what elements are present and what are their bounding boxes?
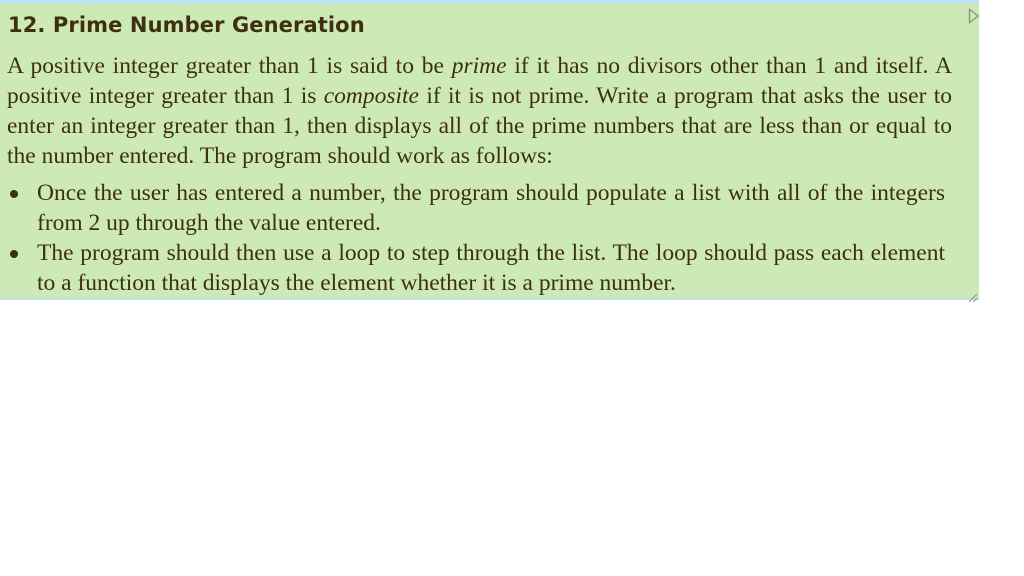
requirements-list — [0, 178, 945, 298]
intro-text-1: A positive integer greater than 1 is said to be — [7, 53, 452, 79]
bullet-icon — [10, 190, 18, 198]
exercise-heading: 12. Prime Number Generation — [8, 13, 365, 37]
intro-text-2: if it has no divisors other than 1 and itself. A positive integer greater than 1 is — [7, 53, 952, 109]
list-item-text: The program should then use a loop to step through the list. The loop should pass each element to a function that displays the element whether it is a prime number. — [37, 240, 945, 296]
flag-icon[interactable] — [968, 8, 980, 24]
bullet-icon — [10, 250, 18, 258]
list-item — [0, 238, 945, 298]
list-item — [0, 178, 945, 238]
term-composite: composite — [323, 83, 419, 109]
exercise-intro — [7, 51, 952, 171]
resize-handle-icon[interactable] — [968, 293, 978, 303]
intro-text-3: if it is not prime. Write a program that asks the user to enter an integer greater than 1, then displays all of the prime numbers that are less than or equal to the number entered. The program should work as follows: — [7, 83, 953, 169]
list-item-text: Once the user has entered a number, the program should populate a list with all of the integers from 2 up through the value entered. — [37, 180, 945, 236]
exercise-panel — [0, 0, 979, 300]
term-prime: prime — [451, 53, 507, 79]
